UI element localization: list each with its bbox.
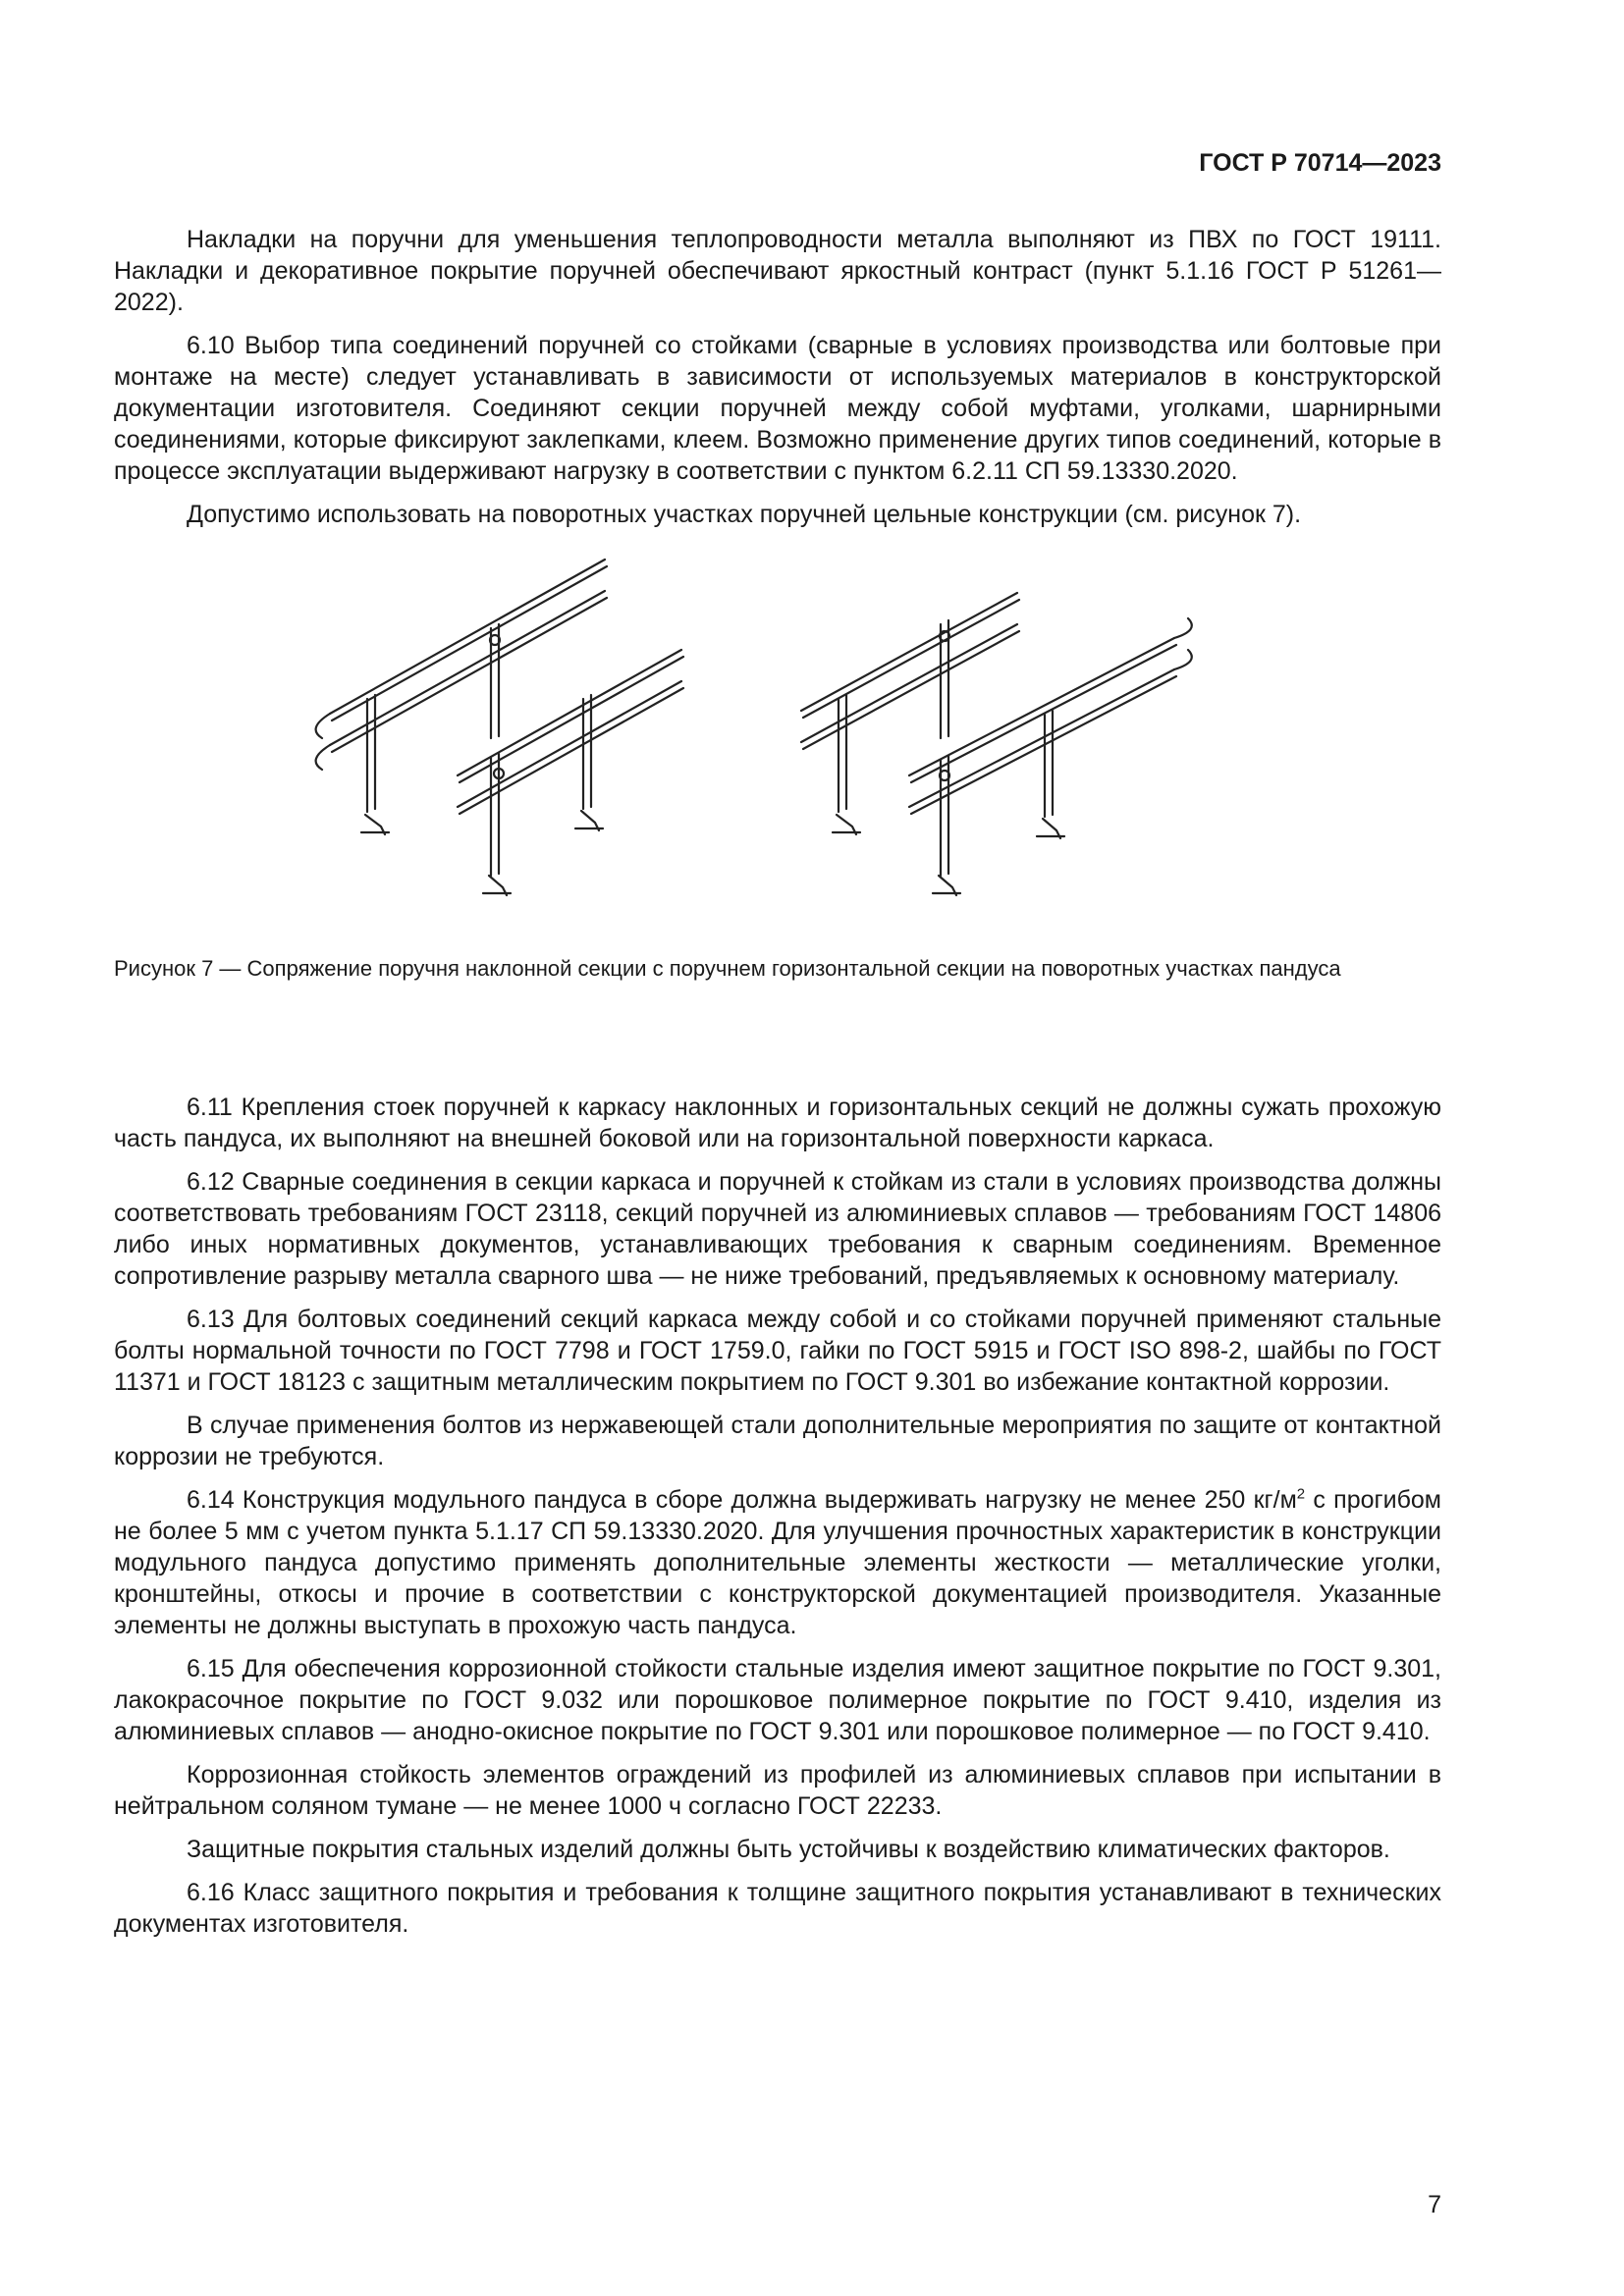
paragraph-6-14-part1: 6.14 Конструкция модульного пандуса в сборе должна выдерживать нагрузку не менее 250 кг/м — [187, 1486, 1297, 1514]
paragraph-integral-constructions: Допустимо использовать на поворотных участках поручней цельные конструкции (см. рисунок 7). — [187, 501, 1302, 528]
paragraph-6-11: 6.11 Крепления стоек поручней к каркасу наклонных и горизонтальных секций не должны сужать прохожую часть пандуса, их выполняют на внешней боковой или на горизонтальной поверхности каркаса. — [114, 1094, 1441, 1152]
document-id-header: ГОСТ Р 70714—2023 — [1199, 149, 1441, 177]
paragraph-6-14-part2: с прогибом не более 5 мм с учетом пункта 5.1.17 СП 59.13330.2020. Для улучшения прочностных характеристик в конструкции модульного пандуса допустимо применять дополнительные элементы жесткости — металлические уголки, кронштейны, откосы и прочие в соответствии с конструкторской документацией производителя. Указанные элементы не должны выступать в прохожую часть пандуса. — [114, 1486, 1441, 1639]
paragraph-6-12: 6.12 Сварные соединения в секции каркаса и поручней к стойкам из стали в условиях производства должны соответствовать требованиям ГОСТ 23118, секций поручней из алюминиевых сплавов — требованиям ГОСТ 14806 либо иных нормативных документов, устанавливающих требования к сварным соединениям. Временное сопротивление разрыву металла сварного шва — не ниже требований, предъявляемых к основному материалу. — [114, 1168, 1441, 1290]
figure-7 — [114, 542, 1441, 1092]
paragraph-6-14 — [114, 1484, 1441, 1641]
main-content — [114, 224, 1441, 1951]
paragraph-stainless-bolts: В случае применения болтов из нержавеющей стали дополнительные мероприятия по защите от контактной коррозии не требуются. — [114, 1412, 1441, 1470]
figure-caption: Рисунок 7 — Сопряжение поручня наклонной секции с поручнем горизонтальной секции на поворотных участках пандуса — [114, 956, 1341, 981]
paragraph-6-15: 6.15 Для обеспечения коррозионной стойкости стальные изделия имеют защитное покрытие по ГОСТ 9.301, лакокрасочное покрытие по ГОСТ 9.032 или порошковое полимерное покрытие по ГОСТ 9.410, изделия из алюминиевых сплавов — анодно-окисное покрытие по ГОСТ 9.301 или порошковое полимерное — по ГОСТ 9.410. — [114, 1655, 1441, 1745]
paragraph-corrosion-resistance: Коррозионная стойкость элементов ограждений из профилей из алюминиевых сплавов при испытании в нейтральном соляном тумане — не менее 1000 ч согласно ГОСТ 22233. — [114, 1761, 1441, 1820]
superscript-2: 2 — [1296, 1485, 1306, 1503]
paragraph-climate-factors: Защитные покрытия стальных изделий должны быть устойчивы к воздействию климатических факторов. — [187, 1836, 1390, 1863]
paragraph-6-16: 6.16 Класс защитного покрытия и требования к толщине защитного покрытия устанавливают в технических документах изготовителя. — [114, 1879, 1441, 1938]
handrail-drawing — [114, 542, 1441, 954]
right-handrail-assembly — [801, 593, 1192, 895]
paragraph-overlays: Накладки на поручни для уменьшения теплопроводности металла выполняют из ПВХ по ГОСТ 19111. Накладки и декоративное покрытие поручней обеспечивают яркостный контраст (пункт 5.1.16 ГОСТ Р 51261—2022). — [114, 226, 1441, 316]
left-handrail-assembly — [316, 560, 683, 895]
paragraph-6-10: 6.10 Выбор типа соединений поручней со стойками (сварные в условиях производства или болтовые при монтаже на месте) следует устанавливать в зависимости от используемых материалов в конструкторской документации изготовителя. Соединяют секции поручней между собой муфтами, уголками, шарнирными соединениями, которые фиксируют заклепками, клеем. Возможно применение других типов соединений, которые в процессе эксплуатации выдерживают нагрузку в соответствии с пунктом 6.2.11 СП 59.13330.2020. — [114, 332, 1441, 485]
page-number: 7 — [1428, 2191, 1441, 2218]
paragraph-6-13: 6.13 Для болтовых соединений секций каркаса между собой и со стойками поручней применяют стальные болты нормальной точности по ГОСТ 7798 и ГОСТ 1759.0, гайки по ГОСТ 5915 и ГОСТ ISO 898-2, шайбы по ГОСТ 11371 и ГОСТ 18123 с защитным металлическим покрытием по ГОСТ 9.301 во избежание контактной коррозии. — [114, 1306, 1441, 1396]
